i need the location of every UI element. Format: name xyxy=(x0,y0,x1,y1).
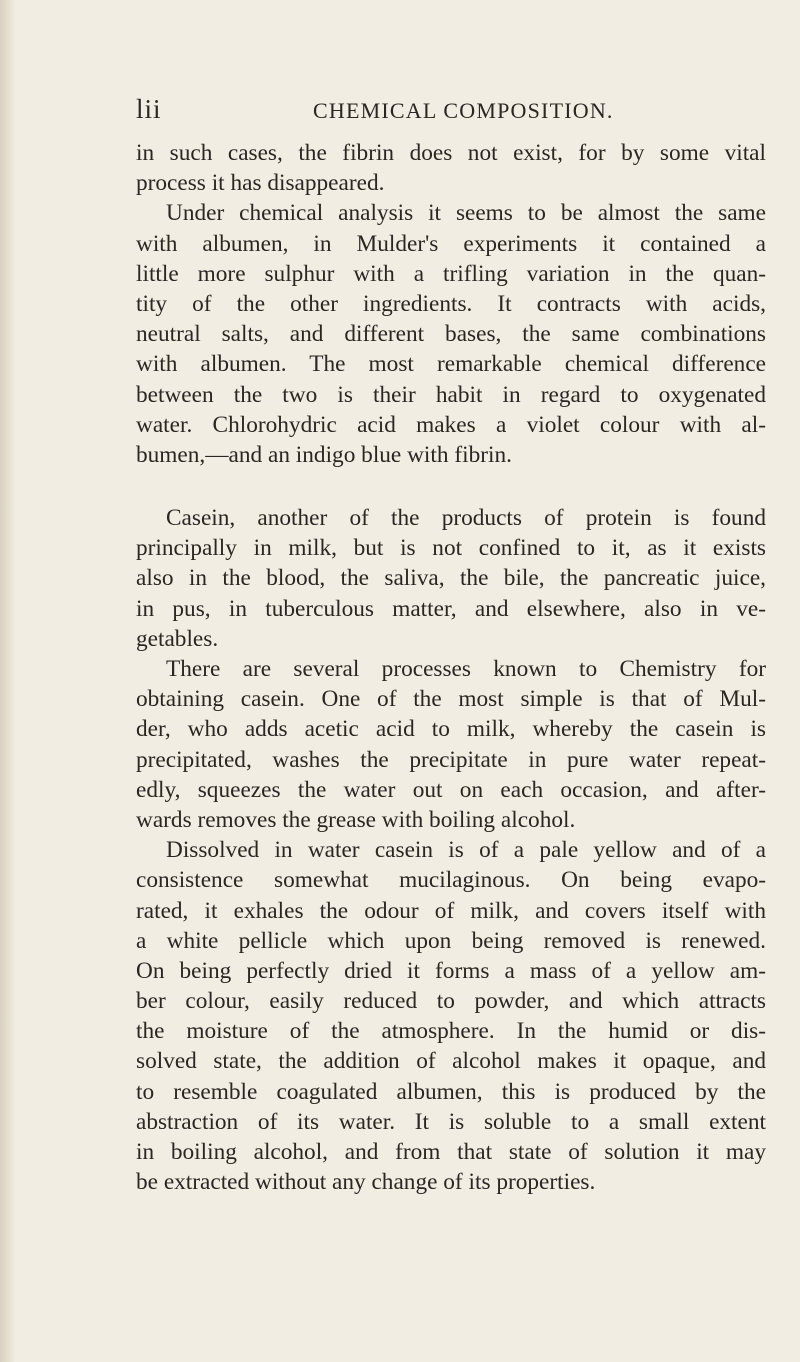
text-line: in pus, in tuberculous matter, and elsewhere, also in ve- xyxy=(136,595,766,622)
text-line: with albumen, in Mulder's experiments it contained a xyxy=(136,230,766,257)
text-line: principally in milk, but is not confined to it, as it exists xyxy=(136,535,766,562)
body-text xyxy=(136,138,766,1197)
text-line: precipitated, washes the precipitate in pure water repeat- xyxy=(136,746,766,773)
text-line: Under chemical analysis it seems to be almost the same xyxy=(166,200,766,227)
text-line: also in the blood, the saliva, the bile, the pancreatic juice, xyxy=(136,565,766,592)
text-line: in boiling alcohol, and from that state of solution it may xyxy=(136,1139,766,1165)
text-line: edly, squeezes the water out on each occasion, and after- xyxy=(136,776,766,803)
text-line: obtaining casein. One of the most simple is that of Mul- xyxy=(136,686,766,713)
running-title: CHEMICAL COMPOSITION. xyxy=(313,98,614,123)
paragraph xyxy=(136,198,766,470)
text-line: abstraction of its water. It is soluble to a small extent xyxy=(136,1108,766,1135)
text-line: be extracted without any change of its properties. xyxy=(136,1169,596,1196)
text-line: Dissolved in water casein is of a pale yellow and of a xyxy=(166,837,766,864)
text-line: There are several processes known to Chemistry for xyxy=(166,656,766,682)
text-line: consistence somewhat mucilaginous. On being evapo- xyxy=(136,867,766,894)
text-line: bumen,—and an indigo blue with fibrin. xyxy=(136,441,512,468)
text-line: process it has disappeared. xyxy=(136,170,385,197)
text-line: der, who adds acetic acid to milk, whereby the casein is xyxy=(136,716,766,743)
page-edge-shadow xyxy=(0,0,14,1362)
text-line: Casein, another of the products of protein is found xyxy=(166,505,766,532)
paragraph xyxy=(136,835,766,1197)
text-line: getables. xyxy=(136,625,219,652)
page-header xyxy=(136,94,766,128)
text-line: On being perfectly dried it forms a mass of a yellow am- xyxy=(136,957,766,984)
page-number: lii xyxy=(136,94,162,124)
text-line: water. Chlorohydric acid makes a violet colour with al- xyxy=(136,411,766,438)
text-line: little more sulphur with a trifling variation in the quan- xyxy=(136,260,766,287)
text-line: ber colour, easily reduced to powder, and which attracts xyxy=(136,988,766,1015)
text-line: tity of the other ingredients. It contracts with acids, xyxy=(136,290,766,317)
paragraph xyxy=(136,138,766,198)
paragraph xyxy=(136,503,766,654)
text-line: with albumen. The most remarkable chemical difference xyxy=(136,351,766,378)
text-line: wards removes the grease with boiling alcohol. xyxy=(136,806,576,833)
text-line: solved state, the addition of alcohol makes it opaque, and xyxy=(136,1048,766,1075)
text-line: between the two is their habit in regard to oxygenated xyxy=(136,381,766,408)
text-line: neutral salts, and different bases, the same combinations xyxy=(136,321,766,348)
text-line: a white pellicle which upon being removed is renewed. xyxy=(136,927,766,954)
text-line: rated, it exhales the odour of milk, and covers itself with xyxy=(136,897,766,924)
text-line: to resemble coagulated albumen, this is produced by the xyxy=(136,1078,766,1105)
paragraph-gap xyxy=(136,470,766,503)
paragraph xyxy=(136,654,766,835)
text-line: the moisture of the atmosphere. In the humid or dis- xyxy=(136,1018,766,1045)
text-line: in such cases, the fibrin does not exist, for by some vital xyxy=(136,140,766,166)
